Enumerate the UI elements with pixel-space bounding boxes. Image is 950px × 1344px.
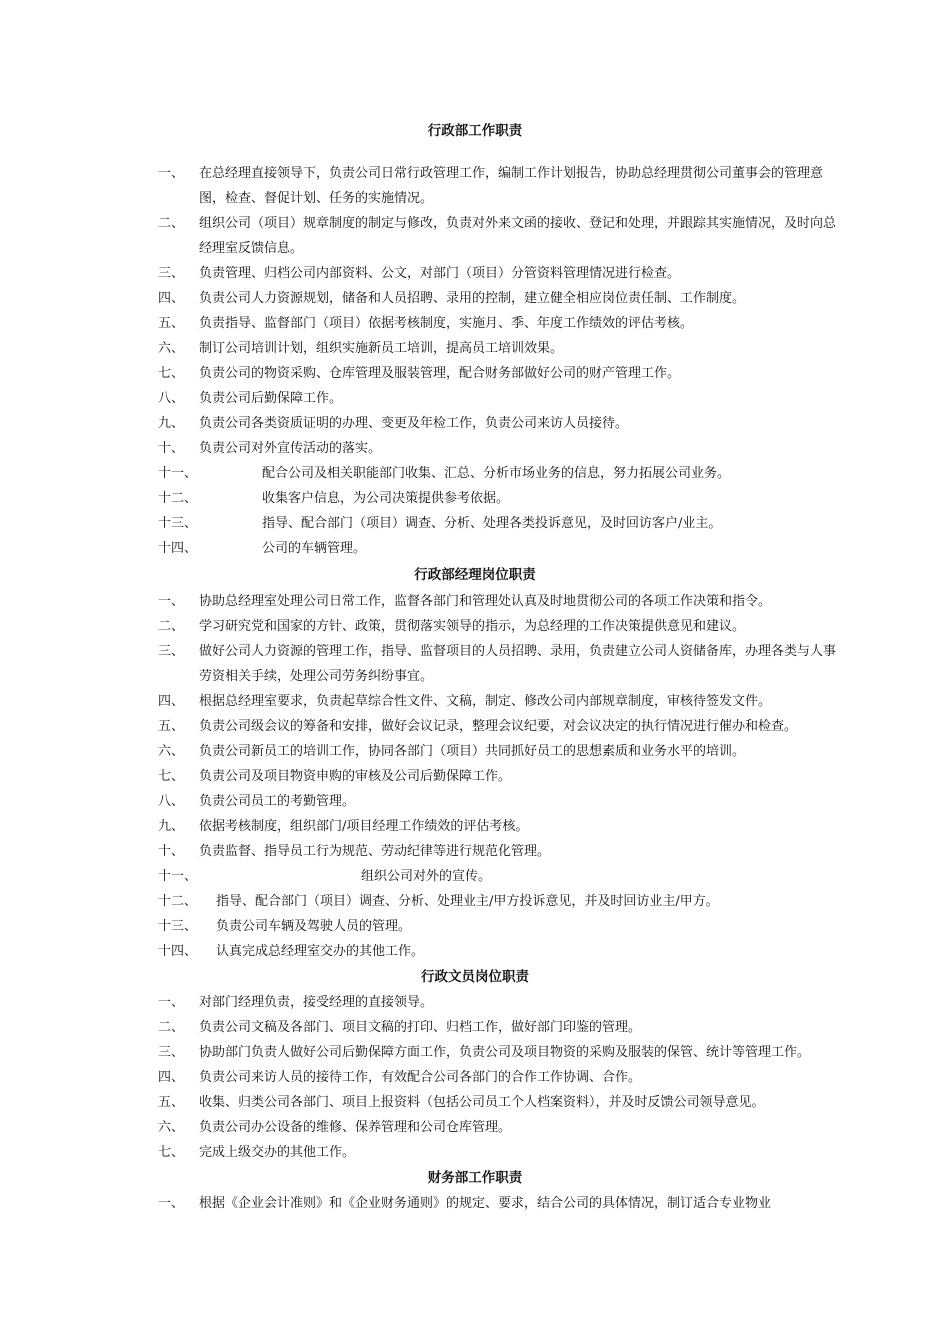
item-text: 负责公司级会议的筹备和安排，做好会议记录，整理会议纪要，对会议决定的执行情况进行催办和检查。 bbox=[199, 719, 798, 734]
item-number: 三、 bbox=[158, 266, 185, 281]
list-item bbox=[0, 839, 950, 864]
item-number: 三、 bbox=[158, 644, 185, 659]
item-text: 负责公司新员工的培训工作，协同各部门（项目）共同抓好员工的思想素质和业务水平的培训。 bbox=[199, 744, 746, 759]
list-item bbox=[0, 536, 950, 561]
item-number: 四、 bbox=[158, 291, 185, 306]
list-item bbox=[0, 511, 950, 536]
item-number: 九、 bbox=[158, 416, 185, 431]
item-number: 一、 bbox=[158, 594, 185, 609]
list-item bbox=[0, 939, 950, 964]
item-text: 负责公司车辆及驾驶人员的管理。 bbox=[216, 919, 412, 934]
section-title: 行政部工作职责 bbox=[427, 123, 523, 139]
item-number: 四、 bbox=[158, 1070, 185, 1085]
list-item bbox=[0, 1040, 950, 1065]
list-item bbox=[0, 864, 950, 889]
list-item bbox=[0, 739, 950, 764]
item-number: 十四、 bbox=[158, 541, 198, 556]
item-number: 二、 bbox=[158, 216, 185, 231]
item-number: 十、 bbox=[158, 844, 185, 859]
item-number: 四、 bbox=[158, 694, 185, 709]
item-number: 六、 bbox=[158, 341, 185, 356]
item-number: 七、 bbox=[158, 769, 185, 784]
item-text: 协助总经理室处理公司日常工作，监督各部门和管理处认真及时地贯彻公司的各项工作决策和指令。 bbox=[199, 594, 772, 609]
list-item bbox=[0, 1065, 950, 1090]
list-item bbox=[0, 714, 950, 739]
item-number: 七、 bbox=[158, 1145, 185, 1160]
list-item bbox=[0, 1191, 950, 1216]
item-text: 组织公司对外的宣传。 bbox=[361, 869, 492, 884]
list-item bbox=[0, 486, 950, 511]
list-item bbox=[0, 261, 950, 286]
item-number: 十四、 bbox=[158, 944, 198, 959]
item-text: 负责指导、监督部门（项目）依据考核制度，实施月、季、年度工作绩效的评估考核。 bbox=[199, 316, 694, 331]
list-item bbox=[0, 914, 950, 939]
item-text: 负责公司办公设备的维修、保养管理和公司仓库管理。 bbox=[199, 1120, 512, 1135]
list-item bbox=[0, 161, 950, 211]
item-number: 十、 bbox=[158, 441, 185, 456]
item-number: 十三、 bbox=[158, 919, 198, 934]
item-text: 依据考核制度，组织部门/项目经理工作绩效的评估考核。 bbox=[199, 819, 529, 834]
item-number: 一、 bbox=[158, 166, 185, 181]
list-item bbox=[0, 411, 950, 436]
item-number: 七、 bbox=[158, 366, 185, 381]
item-text: 指导、配合部门（项目）调查、分析、处理业主/甲方投诉意见，并及时回访业主/甲方。 bbox=[216, 894, 719, 909]
item-number: 二、 bbox=[158, 1020, 185, 1035]
item-text: 负责公司各类资质证明的办理、变更及年检工作，负责公司来访人员接待。 bbox=[199, 416, 629, 431]
list-item bbox=[0, 639, 950, 689]
list-item bbox=[0, 311, 950, 336]
list-item bbox=[0, 336, 950, 361]
list-item bbox=[0, 211, 950, 261]
list-item bbox=[0, 614, 950, 639]
item-number: 五、 bbox=[158, 719, 185, 734]
item-number: 八、 bbox=[158, 391, 185, 406]
item-text: 制订公司培训计划，组织实施新员工培训，提高员工培训效果。 bbox=[199, 341, 564, 356]
list-item bbox=[0, 361, 950, 386]
item-text: 配合公司及相关职能部门收集、汇总、分析市场业务的信息，努力拓展公司业务。 bbox=[262, 466, 731, 481]
item-number: 六、 bbox=[158, 744, 185, 759]
section-title: 财务部工作职责 bbox=[427, 1170, 523, 1186]
item-text: 负责监督、指导员工行为规范、劳动纪律等进行规范化管理。 bbox=[199, 844, 551, 859]
item-text: 根据《企业会计准则》和《企业财务通则》的规定、要求，结合公司的具体情况，制订适合专业物业 bbox=[199, 1196, 772, 1211]
item-text: 收集、归类公司各部门、项目上报资料（包括公司员工个人档案资料），并及时反馈公司领导意见。 bbox=[199, 1095, 765, 1110]
item-text: 学习研究党和国家的方针、政策，贯彻落实领导的指示，为总经理的工作决策提供意见和建议。 bbox=[199, 619, 746, 634]
item-text: 做好公司人力资源的管理工作，指导、监督项目的人员招聘、录用，负责建立公司人资储备库，办理各类与人事劳资相关手续，处理公司劳务纠纷事宜。 bbox=[199, 644, 837, 684]
list-item bbox=[0, 889, 950, 914]
item-number: 九、 bbox=[158, 819, 185, 834]
list-item bbox=[0, 789, 950, 814]
section-admin-dept bbox=[0, 121, 950, 561]
item-number: 五、 bbox=[158, 1095, 185, 1110]
item-number: 十一、 bbox=[158, 466, 198, 481]
item-text: 公司的车辆管理。 bbox=[262, 541, 367, 556]
item-number: 三、 bbox=[158, 1045, 185, 1060]
item-text: 负责公司文稿及各部门、项目文稿的打印、归档工作，做好部门印鉴的管理。 bbox=[199, 1020, 642, 1035]
item-number: 一、 bbox=[158, 1196, 185, 1211]
section-finance-dept bbox=[0, 1165, 950, 1216]
item-text: 组织公司（项目）规章制度的制定与修改，负责对外来文函的接收、登记和处理，并跟踪其实施情况，及时向总经理室反馈信息。 bbox=[199, 216, 837, 256]
list-item bbox=[0, 436, 950, 461]
section-admin-manager bbox=[0, 561, 950, 964]
list-item bbox=[0, 386, 950, 411]
item-text: 对部门经理负责，接受经理的直接领导。 bbox=[199, 995, 434, 1010]
list-item bbox=[0, 814, 950, 839]
item-text: 负责公司后勤保障工作。 bbox=[199, 391, 343, 406]
item-text: 协助部门负责人做好公司后勤保障方面工作，负责公司及项目物资的采购及服装的保管、统计等管理工作。 bbox=[199, 1045, 811, 1060]
list-item bbox=[0, 1140, 950, 1165]
section-admin-clerk bbox=[0, 964, 950, 1165]
list-item bbox=[0, 286, 950, 311]
item-number: 十二、 bbox=[158, 894, 198, 909]
list-item bbox=[0, 461, 950, 486]
item-text: 负责公司对外宣传活动的落实。 bbox=[199, 441, 382, 456]
item-number: 一、 bbox=[158, 995, 185, 1010]
item-text: 负责公司员工的考勤管理。 bbox=[199, 794, 356, 809]
item-number: 五、 bbox=[158, 316, 185, 331]
item-text: 完成上级交办的其他工作。 bbox=[199, 1145, 356, 1160]
item-number: 十三、 bbox=[158, 516, 198, 531]
list-item bbox=[0, 589, 950, 614]
list-item bbox=[0, 1115, 950, 1140]
item-number: 六、 bbox=[158, 1120, 185, 1135]
item-text: 负责公司及项目物资申购的审核及公司后勤保障工作。 bbox=[199, 769, 512, 784]
list-item bbox=[0, 1090, 950, 1115]
list-item bbox=[0, 1015, 950, 1040]
item-text: 根据总经理室要求，负责起草综合性文件、文稿，制定、修改公司内部规章制度，审核待签发文件。 bbox=[199, 694, 772, 709]
item-text: 负责公司的物资采购、仓库管理及服装管理，配合财务部做好公司的财产管理工作。 bbox=[199, 366, 681, 381]
item-text: 负责公司来访人员的接待工作，有效配合公司各部门的合作工作协调、合作。 bbox=[199, 1070, 642, 1085]
list-item bbox=[0, 990, 950, 1015]
item-text: 在总经理直接领导下，负责公司日常行政管理工作，编制工作计划报告，协助总经理贯彻公司董事会的管理意图，检查、督促计划、任务的实施情况。 bbox=[199, 166, 824, 206]
item-number: 十一、 bbox=[158, 869, 198, 884]
item-text: 收集客户信息，为公司决策提供参考依据。 bbox=[262, 491, 510, 506]
item-text: 负责公司人力资源规划，储备和人员招聘、录用的控制，建立健全相应岗位责任制、工作制度。 bbox=[199, 291, 746, 306]
section-title: 行政部经理岗位职责 bbox=[414, 567, 536, 583]
item-text: 认真完成总经理室交办的其他工作。 bbox=[216, 944, 425, 959]
list-item bbox=[0, 689, 950, 714]
list-item bbox=[0, 764, 950, 789]
item-number: 八、 bbox=[158, 794, 185, 809]
item-number: 二、 bbox=[158, 619, 185, 634]
item-number: 十二、 bbox=[158, 491, 198, 506]
item-text: 负责管理、归档公司内部资料、公文，对部门（项目）分管资料管理情况进行检查。 bbox=[199, 266, 681, 281]
section-title: 行政文员岗位职责 bbox=[421, 969, 529, 985]
item-text: 指导、配合部门（项目）调查、分析、处理各类投诉意见，及时回访客户/业主。 bbox=[262, 516, 722, 531]
